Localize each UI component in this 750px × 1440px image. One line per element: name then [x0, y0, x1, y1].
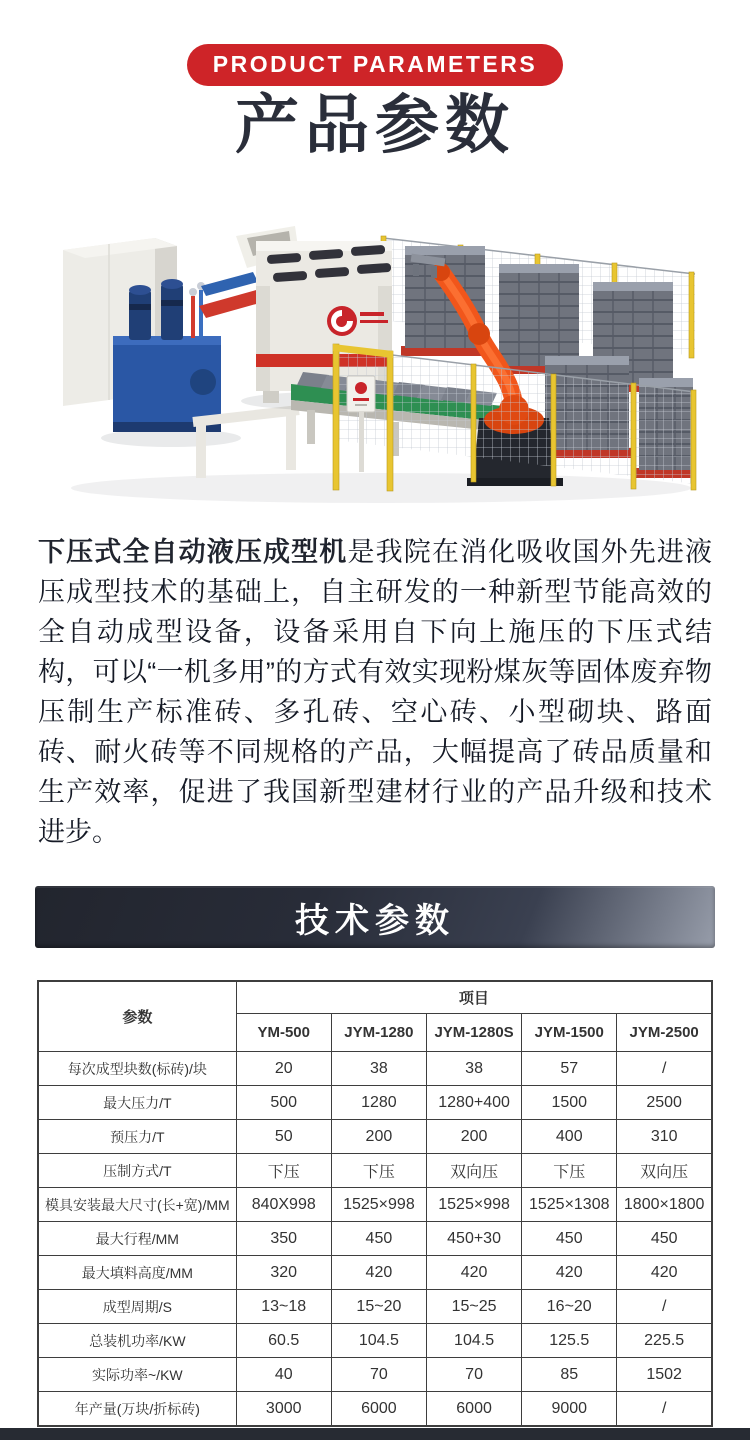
- value-cell: 350: [236, 1222, 331, 1256]
- project-group-header: 项目: [236, 981, 712, 1014]
- value-cell: 3000: [236, 1392, 331, 1427]
- row-label: 最大行程/MM: [38, 1222, 236, 1256]
- row-label: 成型周期/S: [38, 1290, 236, 1324]
- value-cell: 15~25: [426, 1290, 521, 1324]
- value-cell: 1525×998: [426, 1188, 521, 1222]
- table-header-row-group: [38, 981, 712, 1014]
- value-cell: 38: [331, 1052, 426, 1086]
- value-cell: /: [617, 1392, 712, 1427]
- model-header: YM-500: [236, 1014, 331, 1052]
- description-body: 是我院在消化吸收国外先进液压成型技术的基础上，自主研发的一种新型节能高效的全自动成型设备，设备采用自下向上施压的下压式结构，可以“一机多用”的方式有效实现粉煤灰等固体废弃物压制生产标准砖、多孔砖、空心砖、小型砌块、路面砖、耐火砖等不同规格的产品，大幅提高了砖品质量和生产效率，促进了我国新型建材行业的产品升级和技术进步。: [38, 537, 713, 848]
- table-row: [38, 1256, 712, 1290]
- spec-table-body: [38, 1052, 712, 1427]
- value-cell: 450: [522, 1222, 617, 1256]
- value-cell: 60.5: [236, 1324, 331, 1358]
- value-cell: 70: [331, 1358, 426, 1392]
- value-cell: 38: [426, 1052, 521, 1086]
- table-row: [38, 1154, 712, 1188]
- table-row: [38, 1290, 712, 1324]
- row-label: 实际功率~/KW: [38, 1358, 236, 1392]
- value-cell: 420: [331, 1256, 426, 1290]
- value-cell: 20: [236, 1052, 331, 1086]
- value-cell: 420: [426, 1256, 521, 1290]
- value-cell: 104.5: [426, 1324, 521, 1358]
- model-header: JYM-2500: [617, 1014, 712, 1052]
- row-label: 最大压力/T: [38, 1086, 236, 1120]
- value-cell: /: [617, 1052, 712, 1086]
- value-cell: /: [617, 1290, 712, 1324]
- ground-shadow: [71, 473, 691, 503]
- table-row: [38, 1086, 712, 1120]
- value-cell: 下压: [331, 1154, 426, 1188]
- value-cell: 400: [522, 1120, 617, 1154]
- row-label: 总装机功率/KW: [38, 1324, 236, 1358]
- row-label: 压制方式/T: [38, 1154, 236, 1188]
- row-label: 最大填料高度/MM: [38, 1256, 236, 1290]
- production-line-image: [51, 186, 699, 508]
- row-label: 每次成型块数(标砖)/块: [38, 1052, 236, 1086]
- row-label: 模具安装最大尺寸(长+宽)/MM: [38, 1188, 236, 1222]
- value-cell: 15~20: [331, 1290, 426, 1324]
- value-cell: 200: [331, 1120, 426, 1154]
- value-cell: 13~18: [236, 1290, 331, 1324]
- value-cell: 450: [617, 1222, 712, 1256]
- value-cell: 320: [236, 1256, 331, 1290]
- value-cell: 1280: [331, 1086, 426, 1120]
- value-cell: 1800×1800: [617, 1188, 712, 1222]
- value-cell: 下压: [236, 1154, 331, 1188]
- value-cell: 1280+400: [426, 1086, 521, 1120]
- model-header: JYM-1280: [331, 1014, 426, 1052]
- machine-illustration: [51, 186, 699, 508]
- footer-bar: [0, 1428, 750, 1440]
- table-row: [38, 1052, 712, 1086]
- value-cell: 1502: [617, 1358, 712, 1392]
- description-lead: 下压式全自动液压成型机: [38, 537, 348, 568]
- spec-table-head: [38, 981, 712, 1052]
- value-cell: 1525×998: [331, 1188, 426, 1222]
- value-cell: 16~20: [522, 1290, 617, 1324]
- spec-table-wrapper: [37, 980, 713, 1427]
- model-header: JYM-1280S: [426, 1014, 521, 1052]
- header: [0, 0, 750, 160]
- value-cell: 450: [331, 1222, 426, 1256]
- row-label: 预压力/T: [38, 1120, 236, 1154]
- table-row: [38, 1188, 712, 1222]
- value-cell: 225.5: [617, 1324, 712, 1358]
- page-title: 产品参数: [235, 89, 515, 161]
- model-header: JYM-1500: [522, 1014, 617, 1052]
- value-cell: 85: [522, 1358, 617, 1392]
- value-cell: 6000: [426, 1392, 521, 1427]
- value-cell: 70: [426, 1358, 521, 1392]
- value-cell: 450+30: [426, 1222, 521, 1256]
- table-row: [38, 1222, 712, 1256]
- table-row: [38, 1120, 712, 1154]
- value-cell: 104.5: [331, 1324, 426, 1358]
- table-row: [38, 1358, 712, 1392]
- row-label: 年产量(万块/折标砖): [38, 1392, 236, 1427]
- table-row: [38, 1392, 712, 1427]
- value-cell: 125.5: [522, 1324, 617, 1358]
- value-cell: 310: [617, 1120, 712, 1154]
- value-cell: 420: [522, 1256, 617, 1290]
- value-cell: 6000: [331, 1392, 426, 1427]
- value-cell: 双向压: [617, 1154, 712, 1188]
- tech-params-title: 技术参数: [295, 901, 455, 940]
- value-cell: 420: [617, 1256, 712, 1290]
- value-cell: 1500: [522, 1086, 617, 1120]
- value-cell: 840X998: [236, 1188, 331, 1222]
- table-row: [38, 1324, 712, 1358]
- product-parameters-badge: PRODUCT PARAMETERS: [187, 44, 563, 86]
- value-cell: 1525×1308: [522, 1188, 617, 1222]
- value-cell: 9000: [522, 1392, 617, 1427]
- value-cell: 200: [426, 1120, 521, 1154]
- value-cell: 50: [236, 1120, 331, 1154]
- param-corner-header: 参数: [38, 981, 236, 1052]
- spec-table: [37, 980, 713, 1427]
- value-cell: 下压: [522, 1154, 617, 1188]
- value-cell: 40: [236, 1358, 331, 1392]
- value-cell: 500: [236, 1086, 331, 1120]
- product-description: [38, 532, 712, 852]
- value-cell: 2500: [617, 1086, 712, 1120]
- value-cell: 57: [522, 1052, 617, 1086]
- tech-params-banner: [35, 886, 715, 948]
- value-cell: 双向压: [426, 1154, 521, 1188]
